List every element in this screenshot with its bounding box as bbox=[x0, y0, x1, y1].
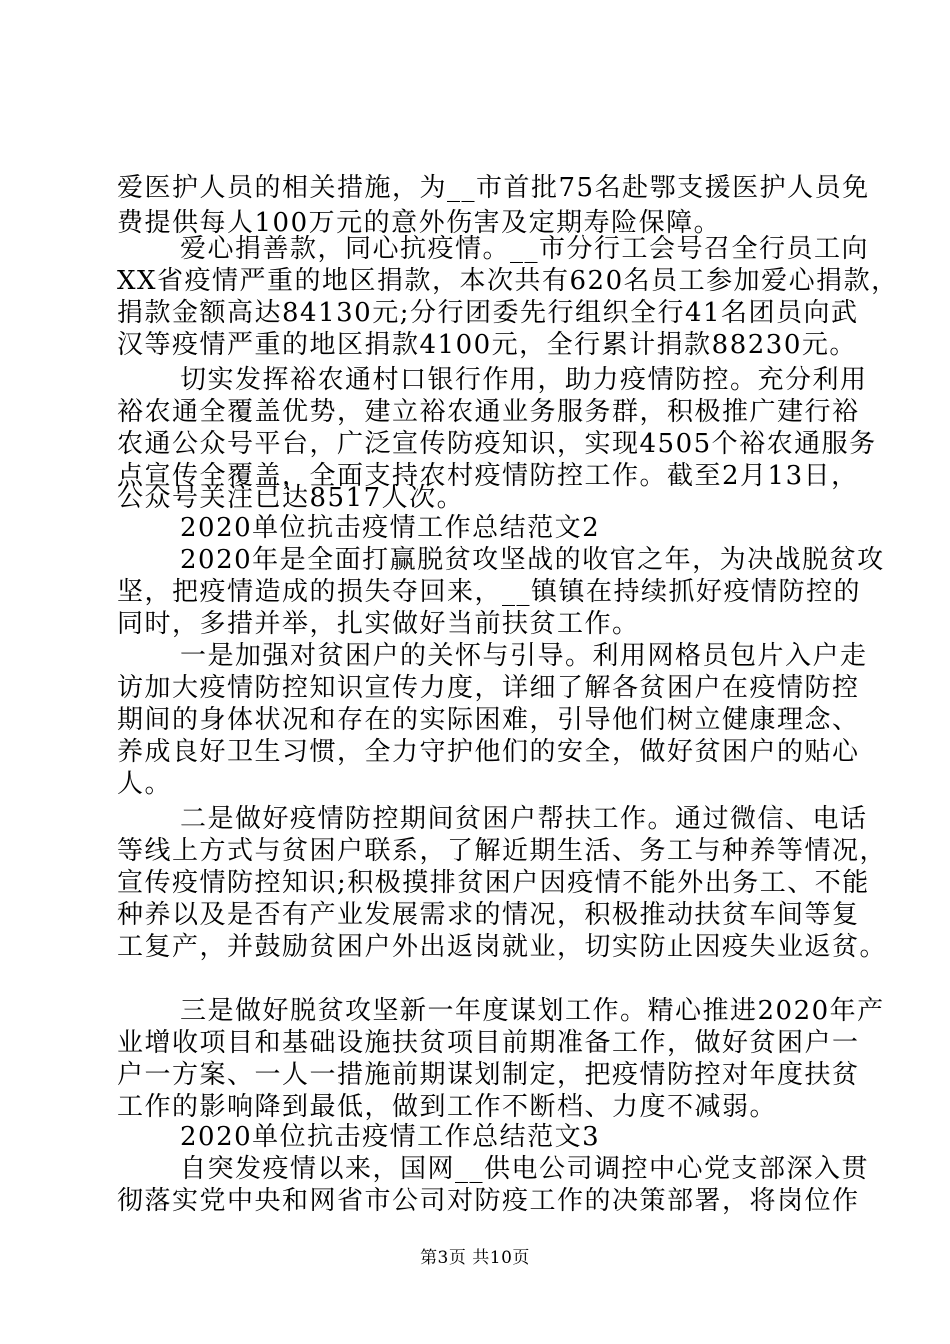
text-line: 自突发疫情以来，国网__供电公司调控中心党支部深入贯 bbox=[180, 1154, 870, 1184]
section-heading: 2020单位抗击疫情工作总结范文3 bbox=[180, 1122, 601, 1152]
text-line: 等线上方式与贫困户联系，了解近期生活、务工与种养等情况， bbox=[117, 836, 888, 866]
text-line: 户一方案、一人一措施前期谋划制定，把疫情防控对年度扶贫 bbox=[117, 1060, 860, 1090]
text-line: 养成良好卫生习惯，全力守护他们的安全，做好贫困户的贴心 bbox=[117, 737, 860, 767]
text-line: 汉等疫情严重的地区捐款4100元，全行累计捐款88230元。 bbox=[117, 330, 857, 360]
text-line: 三是做好脱贫攻坚新一年度谋划工作。精心推进2020年产 bbox=[180, 996, 885, 1026]
text-line: XX省疫情严重的地区捐款，本次共有620名员工参加爱心捐款， bbox=[117, 266, 899, 296]
text-line: 二是做好疫情防控期间贫困户帮扶工作。通过微信、电话 bbox=[180, 804, 868, 834]
text-line: 一是加强对贫困户的关怀与引导。利用网格员包片入户走 bbox=[180, 641, 868, 671]
text-line: 宣传疫情防控知识;积极摸排贫困户因疫情不能外出务工、不能 bbox=[117, 868, 870, 898]
text-line: 裕农通全覆盖优势，建立裕农通业务服务群，积极推广建行裕 bbox=[117, 397, 860, 427]
text-line: 彻落实党中央和网省市公司对防疫工作的决策部署，将岗位作 bbox=[117, 1186, 860, 1216]
text-line: 公众号关注已达8517人次。 bbox=[117, 483, 465, 513]
text-line: 爱心捐善款，同心抗疫情。__市分行工会号召全行员工向 bbox=[180, 234, 870, 264]
text-line: 访加大疫情防控知识宣传力度，详细了解各贫困户在疫情防控 bbox=[117, 673, 860, 703]
text-line: 农通公众号平台，广泛宣传防疫知识，实现4505个裕农通服务 bbox=[117, 429, 877, 459]
text-line: 爱医护人员的相关措施，为__市首批75名赴鄂支援医护人员免 bbox=[117, 173, 870, 203]
text-line: 工复产，并鼓励贫困户外出返岗就业，切实防止因疫失业返贫。 bbox=[117, 932, 888, 962]
text-line: 费提供每人100万元的意外伤害及定期寿险保障。 bbox=[117, 208, 722, 238]
text-line: 点宣传全覆盖，全面支持农村疫情防控工作。截至2月13日， bbox=[117, 461, 859, 491]
text-line: 期间的身体状况和存在的实际困难，引导他们树立健康理念、 bbox=[117, 705, 860, 735]
text-line: 切实发挥裕农通村口银行作用，助力疫情防控。充分利用 bbox=[180, 365, 868, 395]
text-line: 捐款金额高达84130元;分行团委先行组织全行41名团员向武 bbox=[117, 298, 859, 328]
text-line: 人。 bbox=[117, 769, 173, 799]
page-footer: 第3页 共10页 bbox=[420, 1248, 530, 1268]
text-line: 业增收项目和基础设施扶贫项目前期准备工作，做好贫困户一 bbox=[117, 1028, 860, 1058]
section-heading: 2020单位抗击疫情工作总结范文2 bbox=[180, 513, 601, 543]
text-line: 2020年是全面打赢脱贫攻坚战的收官之年，为决战脱贫攻 bbox=[180, 545, 885, 575]
text-line: 坚，把疫情造成的损失夺回来，__镇镇在持续抓好疫情防控的 bbox=[117, 577, 862, 607]
text-line: 工作的影响降到最低，做到工作不断档、力度不减弱。 bbox=[117, 1092, 778, 1122]
text-line: 同时，多措并举，扎实做好当前扶贫工作。 bbox=[117, 609, 640, 639]
text-line: 种养以及是否有产业发展需求的情况，积极推动扶贫车间等复 bbox=[117, 900, 860, 930]
